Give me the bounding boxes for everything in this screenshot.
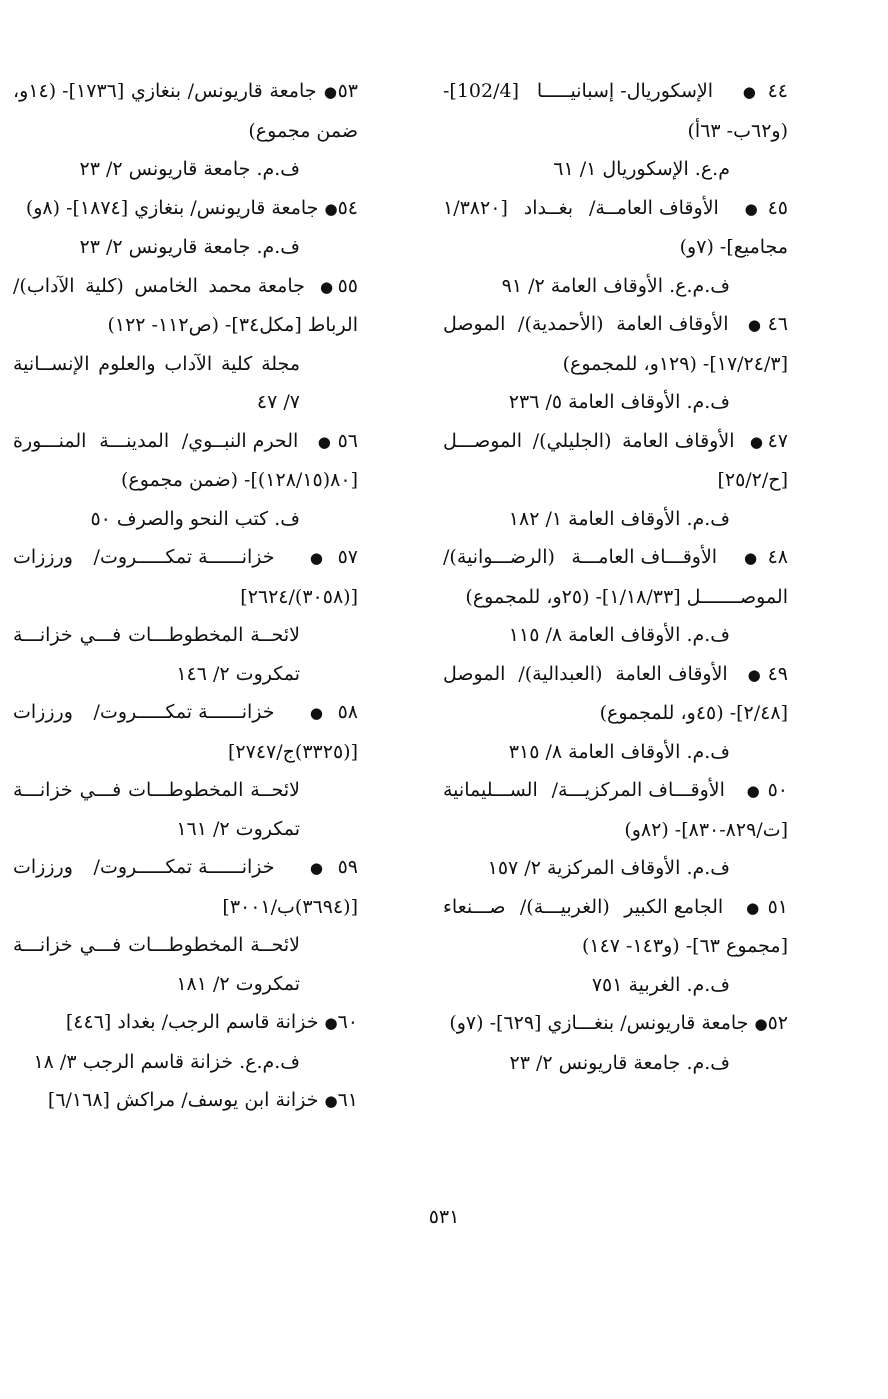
- bullet-icon: ●: [295, 859, 338, 877]
- entry-number: ٤٨: [767, 546, 789, 568]
- entry-text: خزانة ابن يوسف/ مراكش [٦/١٦٨]: [47, 1089, 319, 1111]
- entry: [13, 72, 358, 189]
- entry-number: ٦١: [337, 1089, 358, 1111]
- entry-reference: ف.م. الأوقاف العامة ٨/ ١١٥: [508, 624, 730, 646]
- bullet-icon: ●: [740, 665, 768, 684]
- bullet-icon: ●: [733, 549, 768, 567]
- entry-number: ٤٥: [767, 196, 789, 219]
- entry-text: جامعة قاريونس/ بنغازي [١٧٣٦]- (١٤و، ضمن مجموع): [13, 80, 358, 142]
- bullet-icon: ●: [324, 199, 338, 218]
- entry-number: ٥٤: [337, 196, 358, 219]
- entry-text: خزانــــــة تمكـــــروت/ ورززات [(٣٣٢٥)ج/٢٧٤٧]: [13, 701, 358, 763]
- bullet-icon: ●: [295, 704, 338, 722]
- entry-text: خزانة قاسم الرجب/ بغداد [٤٤٦]: [65, 1011, 319, 1033]
- entry: [13, 538, 358, 693]
- entry-reference: ف.م.ع. خزانة قاسم الرجب ٣/ ١٨: [33, 1050, 300, 1073]
- entry-number: ٦٠: [337, 1011, 358, 1033]
- bullet-icon: ●: [754, 1015, 768, 1033]
- entry-text: الإسكوريال- إسبانيـــــا [102/4]- (و٦٢ب- ٦٣أ): [443, 80, 788, 142]
- entry-reference: ف.م. الأوقاف العامة ١/ ١٨٢: [508, 507, 730, 530]
- entry-reference: ف.م. الغربية ٧٥١: [591, 973, 730, 996]
- entry-text: جامعة قاريونس/ بنغازي [١٨٧٤]- (٨و): [25, 196, 319, 219]
- entry-reference: ف.م.ع. الأوقاف العامة ٢/ ٩١: [501, 274, 730, 297]
- entry-reference: ف.م. جامعة قاريونس ٢/ ٢٣: [509, 1051, 730, 1074]
- entry-reference: ف.م. الأوقاف المركزية ٢/ ١٥٧: [487, 857, 730, 879]
- entry-reference: مجلة كلية الآداب والعلوم الإنســانية ٧/ ٤٧: [13, 352, 300, 413]
- entry-reference: لائحــة المخطوطـــات فـــي خزانـــة تمكروت ٢/ ١٦١: [13, 779, 300, 840]
- entry: [443, 72, 788, 189]
- entry-number: ٥٩: [337, 856, 358, 878]
- entry: [443, 1004, 788, 1082]
- entry: [443, 771, 788, 888]
- entry-number: ٤٦: [767, 313, 788, 335]
- entry: [13, 189, 358, 267]
- entry-text: الأوقاف العامة (الأحمدية)/ الموصل [١٧/٢٤/٣]- (١٢٩و، للمجموع): [443, 313, 788, 375]
- entry-number: ٥٥: [337, 274, 358, 297]
- bullet-icon: ●: [324, 1092, 338, 1110]
- bullet-icon: ●: [737, 898, 768, 917]
- entry-number: ٥٨: [337, 701, 358, 723]
- entry-number: ٥٠: [767, 779, 788, 801]
- bullet-icon: ●: [745, 432, 768, 451]
- entry-reference: م.ع. الإسكوريال ١/ ٦١: [553, 158, 730, 180]
- entry: [13, 1081, 358, 1121]
- bullet-icon: ●: [734, 199, 768, 218]
- entry: [13, 422, 358, 539]
- entry-text: الأوقـــاف العامـــة (الرضـــوانية)/ الموصـــــــل [١/١٨/٣٣]- (٢٥و، للمجموع): [443, 546, 788, 608]
- page-number: ٥٣١: [428, 1206, 460, 1228]
- entry-number: ٤٩: [767, 662, 788, 685]
- entry-reference: لائحــة المخطوطـــات فـــي خزانـــة تمكروت ٢/ ١٤٦: [13, 624, 300, 685]
- bullet-icon: ●: [324, 1014, 338, 1032]
- left-column: [13, 72, 358, 1121]
- entry-text: الجامع الكبير (الغربيـــة)/ صـــنعاء [مجموع ٦٣]- (و١٤٣- ١٤٧): [443, 895, 788, 957]
- entry-text: خزانــــــة تمكـــــروت/ ورززات [(٣٠٥٨)/٢٦٢٤]: [13, 546, 358, 608]
- entry-number: ٥٦: [337, 429, 358, 452]
- entry-text: جامعة قاريونس/ بنغـــازي [٦٢٩]- (٧و): [449, 1012, 749, 1034]
- entry-number: ٤٤: [767, 80, 788, 102]
- entry-text: خزانــــــة تمكـــــروت/ ورززات [(٣٦٩٤)ب/٣٠٠١]: [13, 856, 358, 918]
- entry-text: الحرم النبــوي/ المدينـــة المنـــورة [٨٠(١٢٨/١٥)]- (ضمن مجموع): [13, 429, 358, 491]
- entry: [13, 1003, 358, 1081]
- bullet-icon: ●: [295, 549, 338, 567]
- right-column: [443, 72, 788, 1082]
- bullet-icon: ●: [741, 316, 768, 334]
- entry-text: الأوقاف العامة (الجليلي)/ الموصـــل [ح/٢٥/٢]: [443, 429, 788, 491]
- bullet-icon: ●: [311, 432, 338, 451]
- bullet-icon: ●: [738, 782, 768, 800]
- entry: [443, 888, 788, 1005]
- bullet-icon: ●: [323, 83, 338, 101]
- entry: [443, 305, 788, 422]
- entry-reference: ف.م. الأوقاف العامة ٨/ ٣١٥: [508, 740, 730, 763]
- entry-number: ٤٧: [767, 429, 788, 452]
- bullet-icon: ●: [730, 83, 768, 101]
- entry: [443, 538, 788, 655]
- entry-text: جامعة محمد الخامس (كلية الآداب)/ الرباط [مكل٣٤]- (ص١١٢- ١٢٢): [13, 274, 358, 336]
- entry-reference: ف.م. جامعة قاريونس ٢/ ٢٣: [79, 158, 300, 180]
- entry-number: ٥١: [767, 895, 788, 918]
- entry-text: الأوقـــاف المركزيـــة/ الســـليمانية [ت/٨٢٩-٨٣٠]- (٨٢و): [443, 779, 788, 841]
- entry: [443, 422, 788, 539]
- entry-text: الأوقاف العامــة/ بغــداد [١/٣٨٢٠ مجاميع]- (٧و): [443, 196, 788, 258]
- entry: [443, 655, 788, 772]
- entry: [13, 267, 358, 422]
- entry-reference: ف.م. جامعة قاريونس ٢/ ٢٣: [79, 236, 300, 258]
- entry-reference: ف. كتب النحو والصرف ٥٠: [90, 507, 300, 530]
- entry-number: ٥٣: [337, 80, 359, 102]
- entry-reference: ف.م. الأوقاف العامة ٥/ ٢٣٦: [508, 391, 730, 413]
- entry-number: ٥٢: [767, 1012, 788, 1034]
- entry: [13, 693, 358, 848]
- entry-number: ٥٧: [337, 546, 358, 568]
- entry-text: الأوقاف العامة (العبدالية)/ الموصل [٢/٤٨]- (٤٥و، للمجموع): [443, 662, 788, 724]
- entry: [13, 848, 358, 1003]
- bullet-icon: ●: [315, 277, 338, 296]
- entry-reference: لائحــة المخطوطـــات فـــي خزانـــة تمكروت ٢/ ١٨١: [13, 934, 300, 995]
- entry: [443, 189, 788, 306]
